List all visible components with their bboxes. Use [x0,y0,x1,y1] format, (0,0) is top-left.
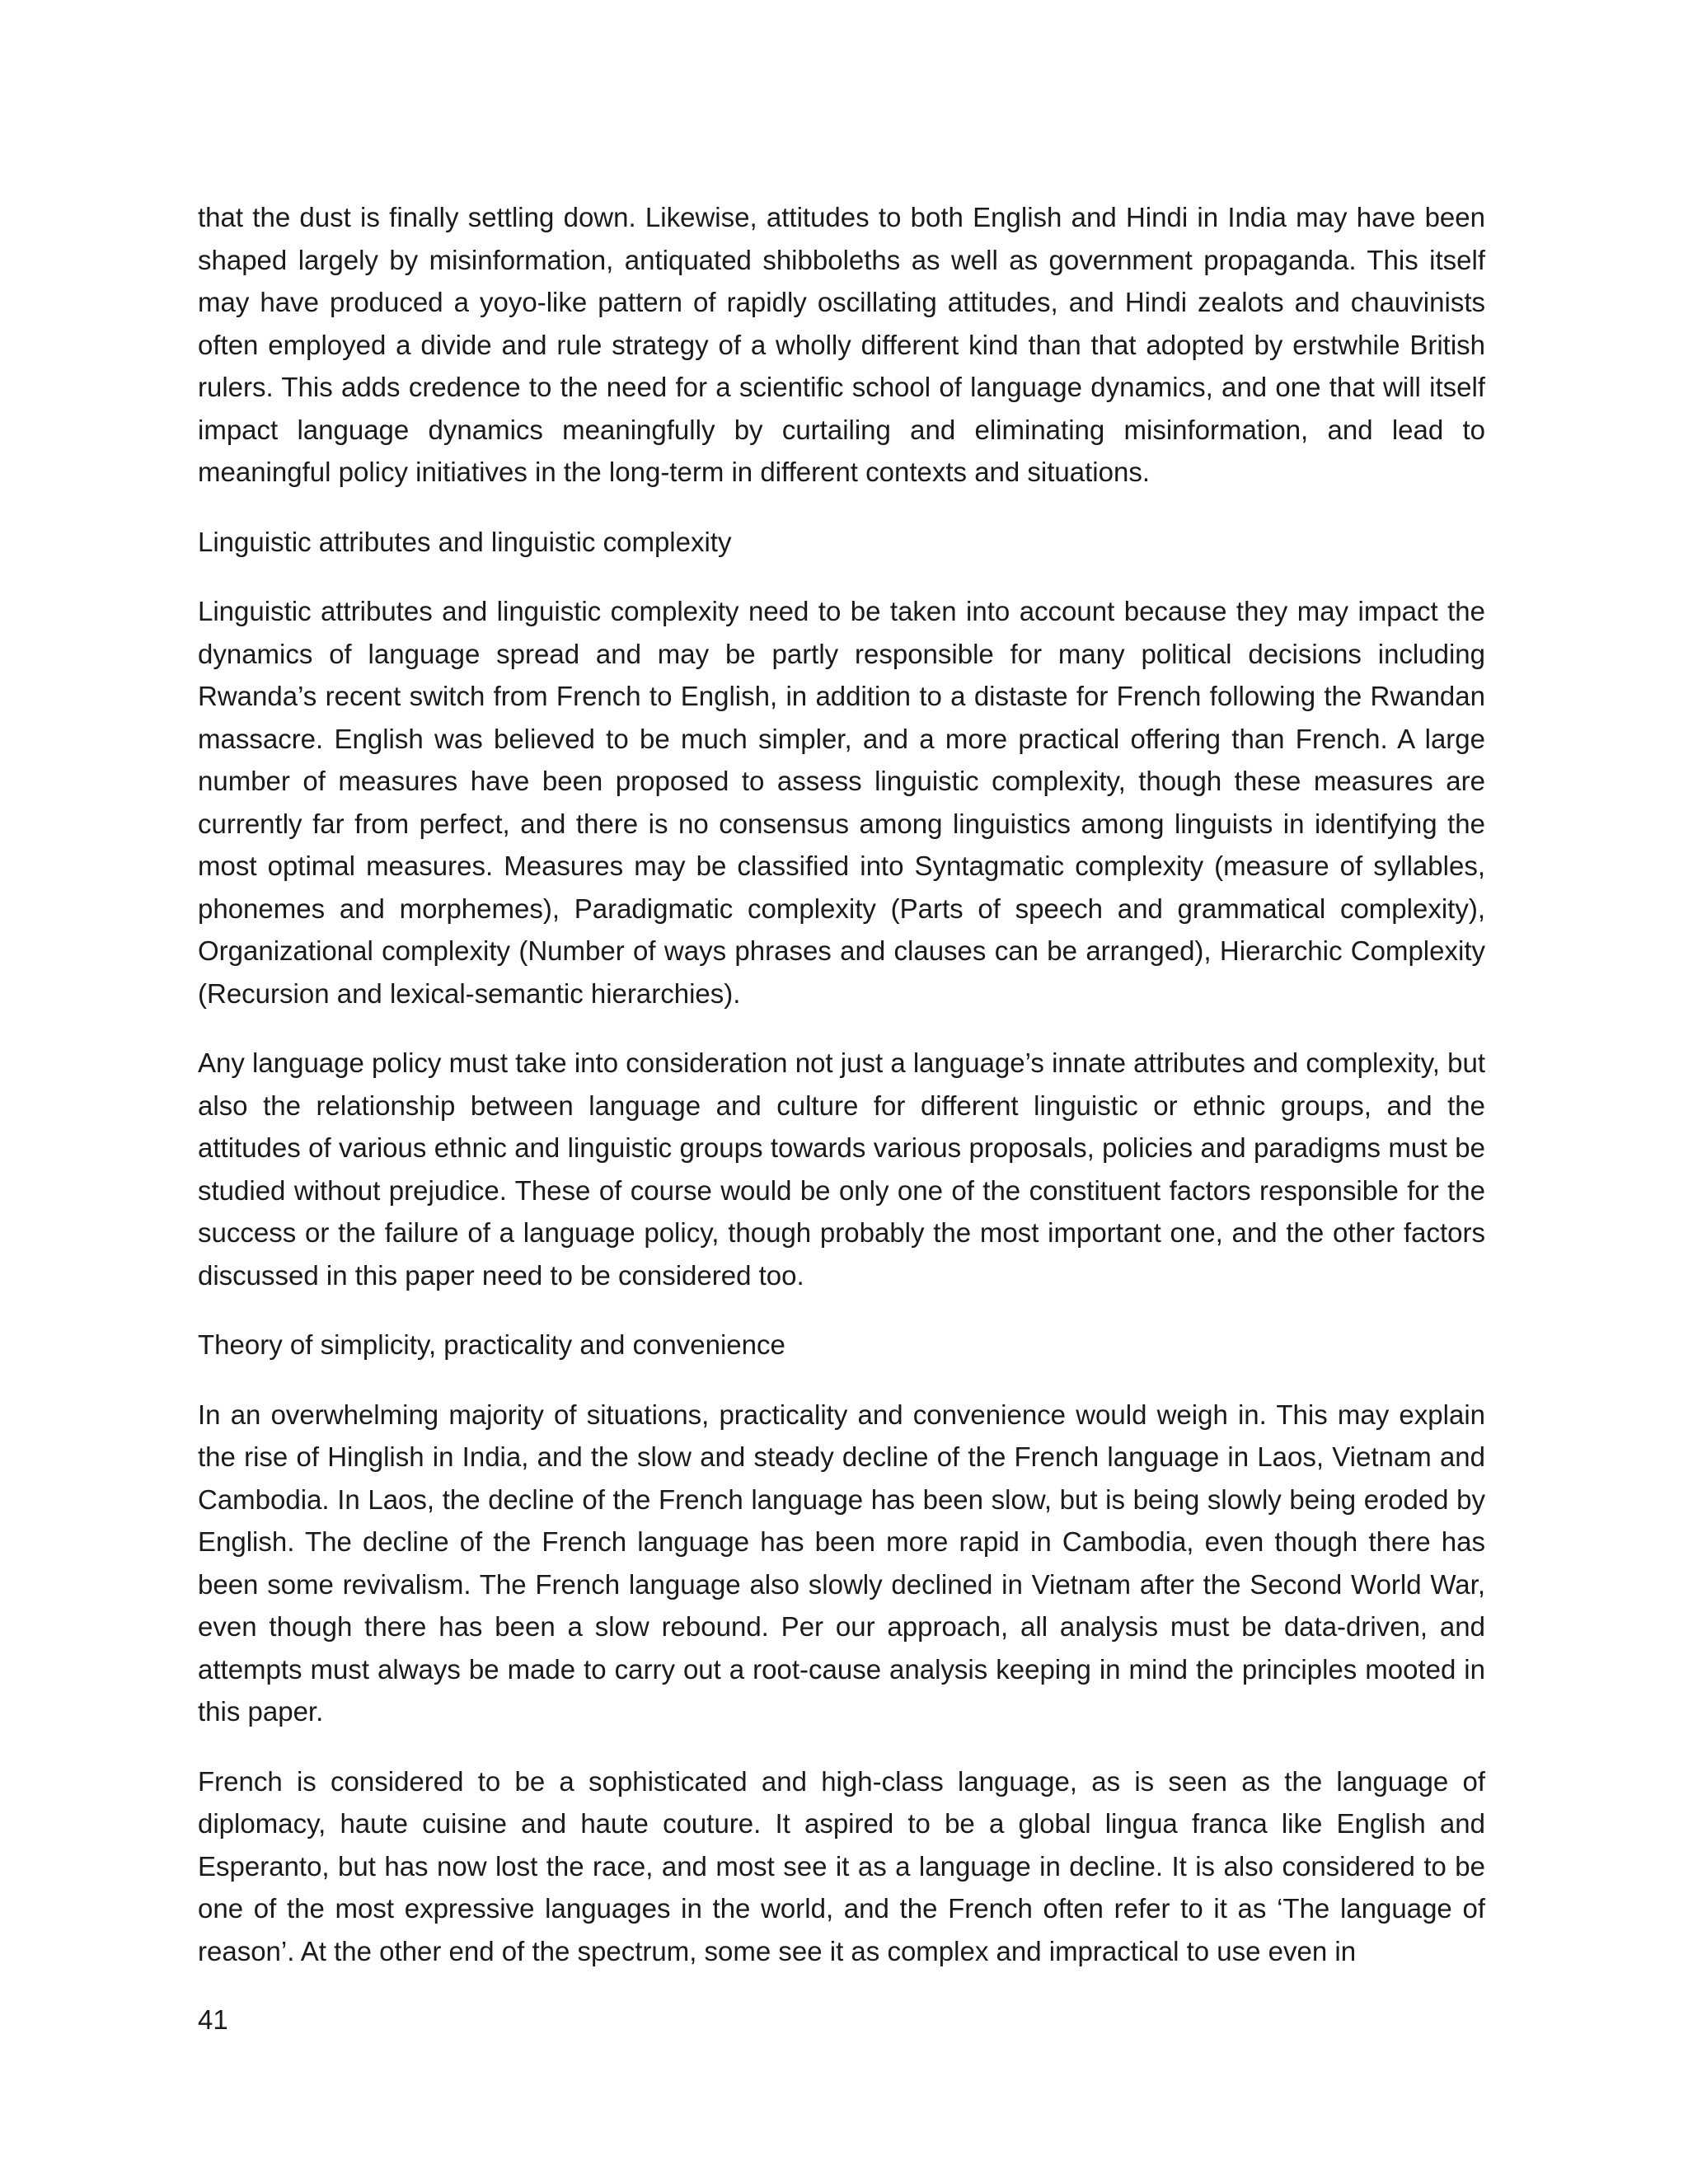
body-paragraph-4: In an overwhelming majority of situations, practicality and convenience would weigh in. This may explain the rise of Hinglish in India, and the slow and steady decline of the French language in Laos, Vietnam and Cambodia. In Laos, the decline of the French language has been slow, but is being slowly being eroded by English. The decline of the French language has been more rapid in Cambodia, even though there has been some revivalism. The French language also slowly declined in Vietnam after the Second World War, even though there has been a slow rebound. Per our approach, all analysis must be data-driven, and attempts must always be made to carry out a root-cause analysis keeping in mind the principles mooted in this paper. [198,1399,1485,1727]
body-paragraph-3: Any language policy must take into consideration not just a language’s innate attributes and complexity, but also the relationship between language and culture for different linguistic or ethnic groups, and the attitudes of various ethnic and linguistic groups towards various proposals, policies and paradigms must be studied without prejudice. These of course would be only one of the constituent factors responsible for the success or the failure of a language policy, though probably the most important one, and the other factors discussed in this paper need to be considered too. [198,1047,1485,1291]
body-paragraph-2: Linguistic attributes and linguistic complexity need to be taken into account because they may impact the dynamics of language spread and may be partly responsible for many political decisions including Rwanda’s recent switch from French to English, in addition to a distaste for French following the Rwandan massacre. English was believed to be much simpler, and a more practical offering than French. A large number of measures have been proposed to assess linguistic complexity, though these measures are currently far from perfect, and there is no consensus among linguistics among linguists in identifying the most optimal measures. Measures may be classified into Syntagmatic complexity (measure of syllables, phonemes and morphemes), Paradigmatic complexity (Parts of speech and grammatical complexity), Organizational complexity (Number of ways phrases and clauses can be arranged), Hierarchic Complexity (Recursion and lexical-semantic hierarchies). [198,596,1485,1009]
document-page [198,196,1485,1999]
body-paragraph-1: that the dust is finally settling down. Likewise, attitudes to both English and Hindi in India may have been shaped largely by misinformation, antiquated shibboleths as well as government propaganda. This itself may have produced a yoyo-like pattern of rapidly oscillating attitudes, and Hindi zealots and chauvinists often employed a divide and rule strategy of a wholly different kind than that adopted by erstwhile British rulers. This adds credence to the need for a scientific school of language dynamics, and one that will itself impact language dynamics meaningfully by curtailing and eliminating misinformation, and lead to meaningful policy initiatives in the long-term in different contexts and situations. [198,202,1485,487]
page-number: 41 [198,2004,228,2035]
section-heading-simplicity-theory: Theory of simplicity, practicality and convenience [198,1329,785,1360]
section-heading-linguistic-attributes: Linguistic attributes and linguistic complexity [198,526,732,557]
body-paragraph-5: French is considered to be a sophisticated and high-class language, as is seen as the language of diplomacy, haute cuisine and haute couture. It aspired to be a global lingua franca like English and Esperanto, but has now lost the race, and most see it as a language in decline. It is also considered to be one of the most expressive languages in the world, and the French often refer to it as ‘The language of reason’. At the other end of the spectrum, some see it as complex and impractical to use even in [198,1765,1485,1966]
